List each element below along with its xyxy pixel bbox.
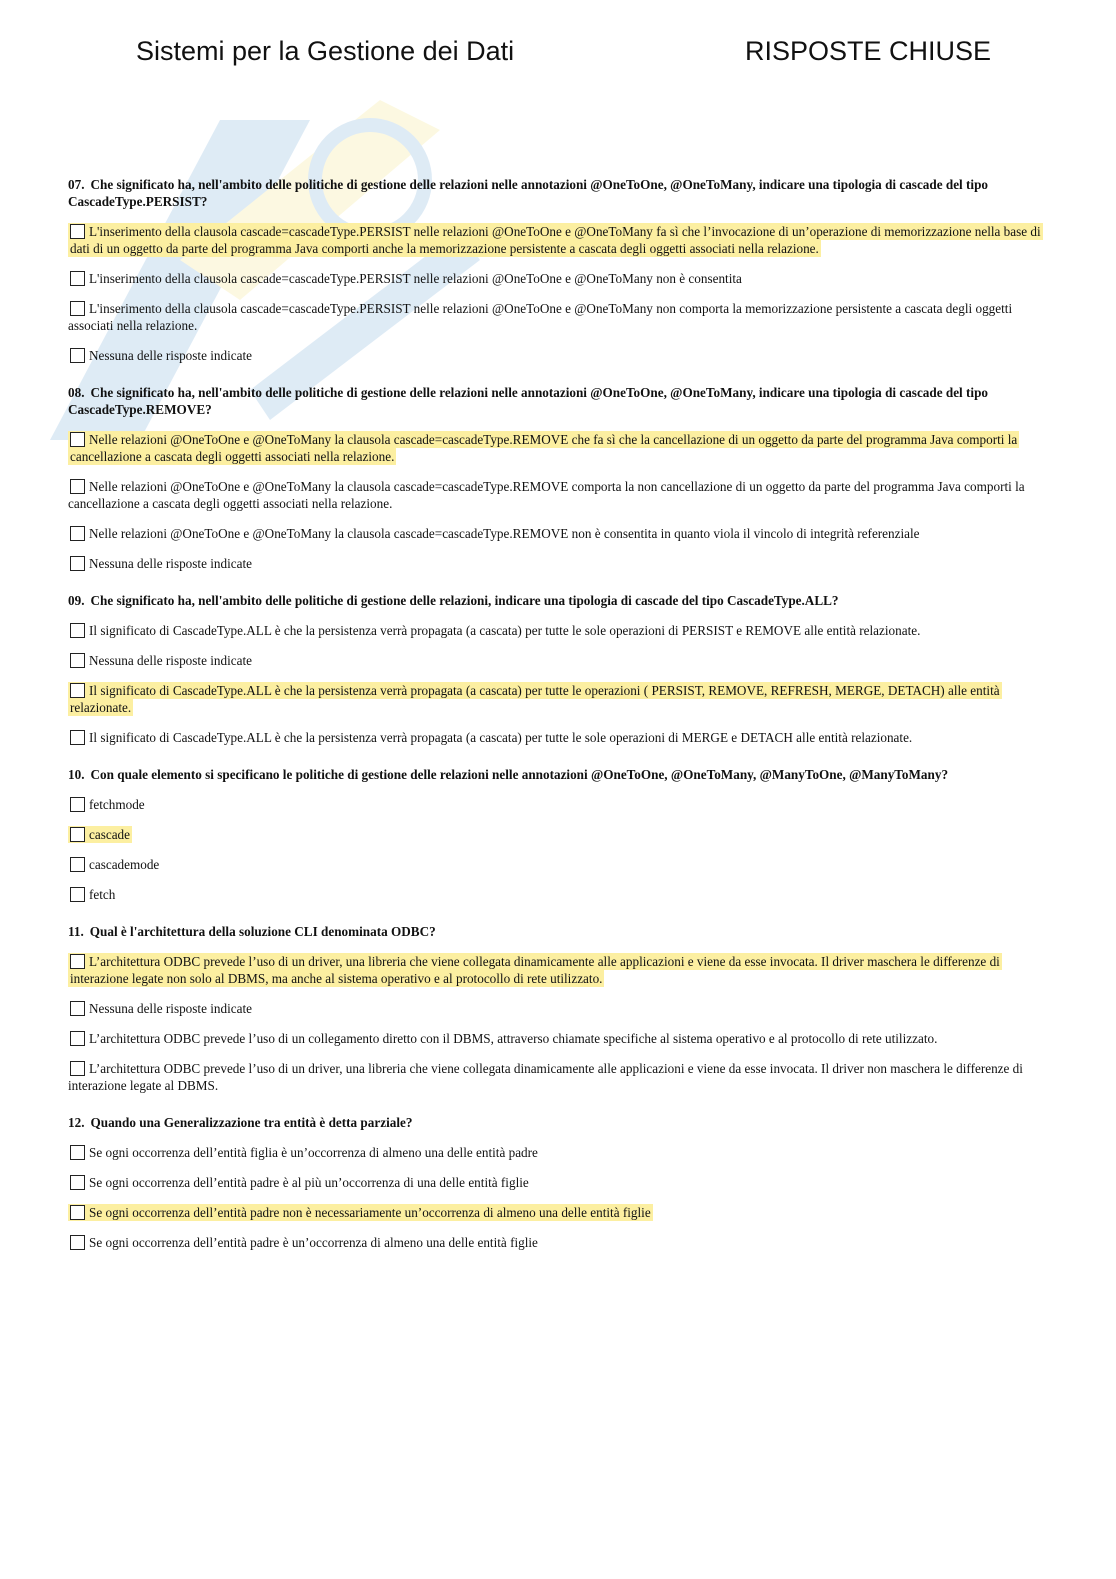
answer-option — [68, 1174, 1050, 1191]
answer-option-content — [68, 431, 1019, 465]
answer-checkbox[interactable] — [70, 827, 85, 842]
answer-option-content — [68, 953, 1002, 987]
answer-checkbox[interactable] — [70, 271, 85, 286]
answer-option — [68, 1000, 1050, 1017]
answer-label: Se ogni occorrenza dell’entità padre non è necessariamente un’occorrenza di almeno una delle entità figlie — [89, 1205, 651, 1220]
question-block — [68, 592, 1050, 746]
answer-checkbox[interactable] — [70, 301, 85, 316]
document-subtitle: RISPOSTE CHIUSE — [745, 36, 992, 66]
answer-option-highlighted — [68, 431, 1050, 465]
answer-label: Il significato di CascadeType.ALL è che la persistenza verrà propagata (a cascata) per tutte le sole operazioni di PERSIST e REMOVE alle entità relazionate. — [89, 623, 921, 638]
question-text — [68, 766, 1050, 783]
answer-option-highlighted — [68, 953, 1050, 987]
answer-option — [68, 300, 1050, 334]
answer-option-content — [68, 826, 132, 843]
answer-option-content — [68, 525, 922, 542]
answer-checkbox[interactable] — [70, 556, 85, 571]
answer-checkbox[interactable] — [70, 1031, 85, 1046]
answer-option-content — [68, 796, 147, 813]
answer-checkbox[interactable] — [70, 1061, 85, 1076]
answer-option-content — [68, 1060, 1023, 1094]
question-text — [68, 592, 1050, 609]
answer-checkbox[interactable] — [70, 1145, 85, 1160]
answer-checkbox[interactable] — [70, 224, 85, 239]
answer-label: Nessuna delle risposte indicate — [89, 1001, 252, 1016]
question-block — [68, 766, 1050, 903]
answer-option-highlighted — [68, 1204, 1050, 1221]
answer-option — [68, 270, 1050, 287]
answer-label: Il significato di CascadeType.ALL è che la persistenza verrà propagata (a cascata) per tutte le operazioni ( PERSIST, REMOVE, REFRESH, MERGE, DETACH) alle entità relazionate. — [70, 683, 1000, 715]
answer-option-highlighted — [68, 682, 1050, 716]
answer-option — [68, 652, 1050, 669]
answer-checkbox[interactable] — [70, 857, 85, 872]
answer-option-content — [68, 555, 254, 572]
answer-label: L'inserimento della clausola cascade=cascadeType.PERSIST nelle relazioni @OneToOne e @OneToMany non comporta la memorizzazione persistente a cascata degli oggetti associati nella relazione. — [68, 301, 1013, 333]
answer-checkbox[interactable] — [70, 954, 85, 969]
question-number: 07. — [68, 177, 85, 192]
answer-label: Nelle relazioni @OneToOne e @OneToMany la clausola cascade=cascadeType.REMOVE comporta la non cancellazione di un oggetto da parte del programma Java comporti la cancellazione a cascata degli oggetti associati nella relazione. — [68, 479, 1025, 511]
answer-option-content — [68, 1144, 540, 1161]
question-number: 11. — [68, 924, 84, 939]
answer-checkbox[interactable] — [70, 348, 85, 363]
answer-checkbox[interactable] — [70, 887, 85, 902]
answer-label: cascademode — [89, 857, 160, 872]
answer-option-content — [68, 347, 254, 364]
answer-checkbox[interactable] — [70, 683, 85, 698]
questions-list — [68, 176, 1050, 1271]
answer-label: L'inserimento della clausola cascade=cascadeType.PERSIST nelle relazioni @OneToOne e @OneToMany fa sì che l’invocazione di un’operazione di memorizzazione nella base di dati di un oggetto da parte del programma Java comporti anche la memorizzazione persistente a cascata degli oggetti associati nella relazione. — [70, 224, 1041, 256]
answer-option-content — [68, 1174, 531, 1191]
question-label: Che significato ha, nell'ambito delle politiche di gestione delle relazioni, indicare una tipologia di cascade del tipo CascadeType.ALL? — [90, 593, 839, 608]
question-text — [68, 1114, 1050, 1131]
answer-option-content — [68, 652, 254, 669]
answer-label: cascade — [89, 827, 130, 842]
question-block — [68, 384, 1050, 572]
answer-option-content — [68, 270, 744, 287]
answer-checkbox[interactable] — [70, 653, 85, 668]
answer-option-highlighted — [68, 826, 1050, 843]
answer-checkbox[interactable] — [70, 623, 85, 638]
answer-option-content — [68, 1234, 540, 1251]
answer-option — [68, 1030, 1050, 1047]
answer-option-highlighted — [68, 223, 1050, 257]
answer-label: Nessuna delle risposte indicate — [89, 653, 252, 668]
question-number: 12. — [68, 1115, 85, 1130]
answer-label: L’architettura ODBC prevede l’uso di un driver, una libreria che viene collegata dinamicamente alle applicazioni e viene da esse invocata. Il driver maschera le differenze di interazione legate non solo al DBMS, ma anche al sistema operativo e al protocollo di rete utilizzato. — [70, 954, 1000, 986]
answer-option — [68, 729, 1050, 746]
question-block — [68, 176, 1050, 364]
answer-label: fetch — [89, 887, 116, 902]
answer-option — [68, 478, 1050, 512]
answer-option-content — [68, 856, 161, 873]
answer-option — [68, 886, 1050, 903]
answer-checkbox[interactable] — [70, 797, 85, 812]
answer-checkbox[interactable] — [70, 730, 85, 745]
answer-option-content — [68, 729, 914, 746]
answer-label: Se ogni occorrenza dell’entità padre è un’occorrenza di almeno una delle entità figlie — [89, 1235, 538, 1250]
question-label: Che significato ha, nell'ambito delle politiche di gestione delle relazioni nelle annotazioni @OneToOne, @OneToMany, indicare una tipologia di cascade del tipo CascadeType.PERSIST? — [68, 177, 989, 209]
answer-label: L’architettura ODBC prevede l’uso di un collegamento diretto con il DBMS, attraverso chiamate specifiche al sistema operativo e al protocollo di rete utilizzato. — [89, 1031, 938, 1046]
question-block — [68, 1114, 1050, 1251]
answer-label: L’architettura ODBC prevede l’uso di un driver, una libreria che viene collegata dinamicamente alle applicazioni e viene da esse invocata. Il driver non maschera le differenze di interazione legate al DBMS. — [68, 1061, 1023, 1093]
answer-checkbox[interactable] — [70, 1235, 85, 1250]
answer-checkbox[interactable] — [70, 1205, 85, 1220]
answer-label: Se ogni occorrenza dell’entità figlia è un’occorrenza di almeno una delle entità padre — [89, 1145, 538, 1160]
question-number: 10. — [68, 767, 85, 782]
answer-option-content — [68, 1030, 939, 1047]
answer-checkbox[interactable] — [70, 526, 85, 541]
question-text — [68, 923, 1050, 940]
answer-checkbox[interactable] — [70, 1175, 85, 1190]
answer-option-content — [68, 1204, 653, 1221]
question-number: 09. — [68, 593, 85, 608]
question-text — [68, 384, 1050, 418]
answer-checkbox[interactable] — [70, 1001, 85, 1016]
answer-option — [68, 1234, 1050, 1251]
answer-option-content — [68, 300, 1012, 334]
question-label: Con quale elemento si specificano le politiche di gestione delle relazioni nelle annotazioni @OneToOne, @OneToMany, @ManyToOne, @ManyToMany? — [90, 767, 949, 782]
answer-option — [68, 555, 1050, 572]
answer-option — [68, 796, 1050, 813]
question-label: Che significato ha, nell'ambito delle politiche di gestione delle relazioni nelle annotazioni @OneToOne, @OneToMany, indicare una tipologia di cascade del tipo CascadeType.REMOVE? — [68, 385, 989, 417]
answer-option — [68, 622, 1050, 639]
answer-label: Il significato di CascadeType.ALL è che la persistenza verrà propagata (a cascata) per tutte le sole operazioni di MERGE e DETACH alle entità relazionate. — [89, 730, 913, 745]
question-block — [68, 923, 1050, 1094]
answer-label: Nessuna delle risposte indicate — [89, 556, 252, 571]
answer-option — [68, 1060, 1050, 1094]
answer-label: Nessuna delle risposte indicate — [89, 348, 252, 363]
answer-label: Se ogni occorrenza dell’entità padre è al più un’occorrenza di una delle entità figlie — [89, 1175, 529, 1190]
answer-option — [68, 856, 1050, 873]
answer-option — [68, 347, 1050, 364]
answer-label: L'inserimento della clausola cascade=cascadeType.PERSIST nelle relazioni @OneToOne e @OneToMany non è consentita — [89, 271, 742, 286]
answer-checkbox[interactable] — [70, 432, 85, 447]
answer-label: fetchmode — [89, 797, 145, 812]
answer-checkbox[interactable] — [70, 479, 85, 494]
answer-option-content — [68, 1000, 254, 1017]
answer-option-content — [68, 886, 117, 903]
question-label: Qual è l'architettura della soluzione CLI denominata ODBC? — [89, 924, 436, 939]
answer-option-content — [68, 682, 1002, 716]
answer-option-content — [68, 478, 1025, 512]
answer-option — [68, 525, 1050, 542]
answer-option-content — [68, 622, 922, 639]
question-label: Quando una Generalizzazione tra entità è detta parziale? — [90, 1115, 413, 1130]
question-number: 08. — [68, 385, 85, 400]
document-title: Sistemi per la Gestione dei Dati — [136, 36, 515, 66]
answer-option-content — [68, 223, 1043, 257]
answer-label: Nelle relazioni @OneToOne e @OneToMany la clausola cascade=cascadeType.REMOVE che fa sì che la cancellazione di un oggetto da parte del programma Java comporti la cancellazione a cascata degli oggetti associati nella relazione. — [70, 432, 1018, 464]
answer-label: Nelle relazioni @OneToOne e @OneToMany la clausola cascade=cascadeType.REMOVE non è consentita in quanto viola il vincolo di integrità referenziale — [89, 526, 920, 541]
answer-option — [68, 1144, 1050, 1161]
question-text — [68, 176, 1050, 210]
